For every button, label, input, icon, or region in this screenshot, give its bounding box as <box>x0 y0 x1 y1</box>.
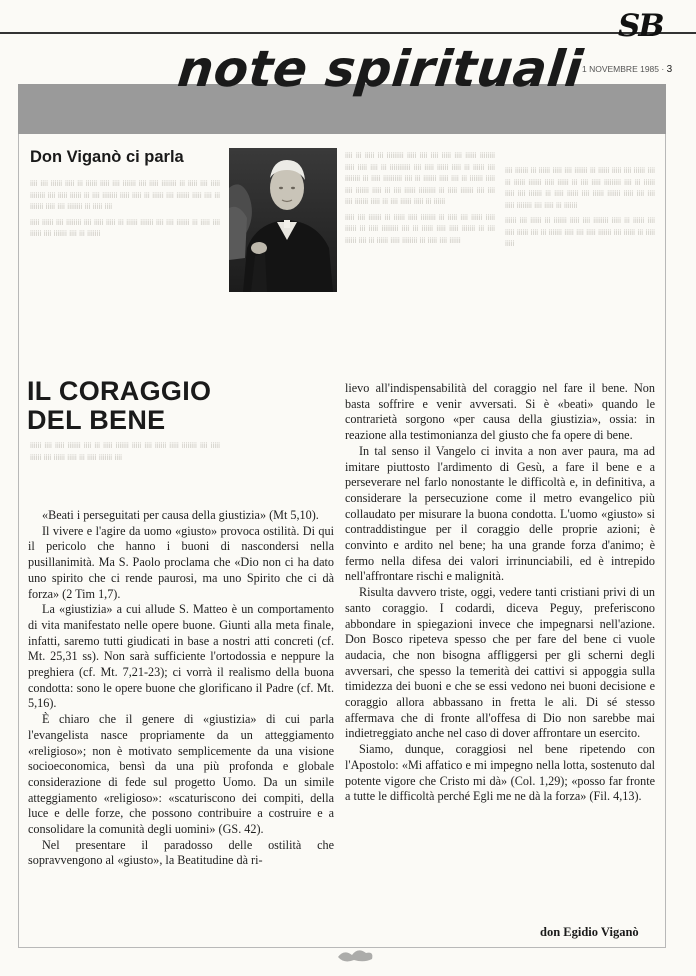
paragraph: Nel presentare il paradosso delle ostilità che sopravvengono al «giusto», la Beatitudine dà ri- <box>28 837 334 868</box>
paragraph: «Beati i perseguitati per causa della giustizia» (Mt 5,10). <box>42 508 319 522</box>
issue-date: 1 NOVEMBRE 1985 <box>582 64 660 74</box>
article-headline <box>27 377 211 435</box>
paragraph: Il vivere e l'agire da uomo «giusto» provoca ostilità. Di qui il pericolo che hanno i buoni di nascondersi nella pusillanimità. Ma S. Paolo proclama che «Dio non ci ha dato uno spirito che ci rende paurosi, ma uno Spirito che ci dà forza» (2 Tim 1,7). <box>28 523 334 601</box>
top-rule <box>0 32 696 34</box>
paragraph: Risulta davvero triste, oggi, vedere tanti cristiani privi di un santo coraggio. I codardi, diceva Peguy, preferiscono abbondare in spiegazioni invece che impegnarsi nell'azione. Don Bosco ripeteva spesso che per fare del bene ci vuole audacia, che non bisogna affliggersi per gli scherni degli avversari, che spesso la temerità dei cattivi si appoggia sulla timidezza dei buoni e che se essi vedono nei buoni decisione e coraggio allora abbassano in fretta le ali. Di sé stesso affermava che di fronte all'offesa di Dio non sarebbe mai indietreggiato anche nel caso di dover affrontare un esercito. <box>345 585 655 741</box>
bleed-through-texture-4: iiiiii iiii iiiii iiiiiii iiii iii iiiii iiiiiii iiiii iiii iiiiii iiiii iiiiiiii iiii iiiii iiiiii iiii iiiiii iiiii iii iiiii iiiiiii iiii <box>30 440 220 462</box>
portrait-photo <box>229 148 337 292</box>
portrait-photo-graphic <box>229 148 337 292</box>
paragraph: È chiaro che il genere di «giustizia» di cui parla l'evangelista nasce propriamente da un atteggiamento «religioso»; non è motivato semplicemente da una visione socioeconomica, bensì da una più profonda e globale considerazione di fede sul progetto Uomo. Da un simile atteggiamento «religioso»: «scaturiscono dei compiti, della luce e delle forze, che possono contribuire a costruire e a consolidare la comunità degli uomini» (GS. 42). <box>28 712 334 837</box>
page-number: 3 <box>666 64 673 75</box>
article-column-2 <box>345 381 655 805</box>
headline-line-2: DEL BENE <box>27 405 166 435</box>
paragraph: La «giustizia» a cui allude S. Matteo è un comportamento di vita manifestato nelle opere buone. Giunti alla meta finale, infatti, saremo tutti giudicati in base a nostri atti concreti (cf. Mt. 25,31 ss). Non sarà sufficiente l'ortodossia e neppure la preghiera (cf. Mt. 7,21-23); ci vorrà il realismo della buona condotta: sono le opere buone che glorificano il Padre (cf. Mt. 5,16). <box>28 602 334 711</box>
article-kicker: Don Viganò ci parla <box>30 148 184 166</box>
bleed-through-texture-3: iiii iiii iiiiii iiiii iii iiiiii iiiii iiii iiiiiii iiii iiiii iiiiiiii iii iiiii iiii iiiii iiiiiiii iiii iiiii iiiiii iii iiii iiiiiiii iiiii iiiii iii iiiiii iiii iiiiiii iiiii iiii iii iiiiiii iiiii iiii iiiiiiii iii iiiii iiii iiiii iiiiii iiii iiiiiiii iiii iiiii iiiii iii iiiiii iiiiiii iiii iiii iiiiiii iii iiiii iiii iiiiii iiii iiiiiii iiii iii iiiiiii <box>30 178 220 238</box>
magazine-logo: SB <box>618 8 663 44</box>
bleed-through-texture-2: iiii iiiiiii iii iiiiii iiiii iiii iiiiiii iii iiiiii iiiii iiii iiiiii iiii iii iiiiii iiiiiii iiiii iiiiii iii iiii iiiii iiiiiiiii iiii iii iiiiii iiiii iiii iiiiiii iii iiiii iiiiii iiii iiiiii iiiiiii iiiii iiii iiii iiiii iiiiiiii iiii iiiii iii iiiiiii iiiiii iiii iiiiii iii iiiiiii iiiii iiii iiiiiiii iiiii iii iiiiii iiii iiiii iiiiii iiii iii iiiiiii iiiii iiii iiiii iiiiiii iiii iiiiii iii iiiii iiiii <box>505 165 655 248</box>
section-title: note spirituali <box>174 40 586 98</box>
paragraph: Siamo, dunque, coraggiosi nel bene ripetendo con l'Apostolo: «Mi affatico e mi impegno nella lotta, sostenuto dal potente vigore che Cristo mi dà» (Col. 1,29); «posso far fronte a tutte le difficoltà perché Egli me ne dà la forza» (Fil. 4,13). <box>345 742 655 804</box>
paragraph: In tal senso il Vangelo ci invita a non aver paura, ma ad imitare piuttosto l'ardimento di Gesù, a fare il bene e a perseverare nel farlo nonostante le difficoltà e, in definitiva, a considerare la persecuzione come il metro evangelico più collaudato per misurare la buona condotta. L'uomo «giusto» si contraddistingue per il coraggio delle proprie azioni; è convinto e ardito nel bene; ha una grande forza d'animo; è fermo nella difesa dei valori irrinunciabili, ed è intrepido nell'affrontare rischi e malignità. <box>345 443 655 584</box>
author-signature: don Egidio Viganò <box>540 925 639 939</box>
bleed-through-texture: iiii iii iiiii iii iiiiiiiii iiiii iiii iiii iiiii iiii iiiiii iiiiiiii iiiii iiiii iiii iii iiiiiiiiiii iiii iiiii iiiiii iiiii iii iiiiii iiii iiiiiiii iii iiiii iiiiiiiiii iiii iii iiiiiii iiiii iiii iii iiiiiii iiiii iiii iiiiiii iiiii iii iiii iiiiii iiiiiiiii iii iiiii iiiiiii iiii iiii iiii iiiiiii iiiii iii iiii iiiiii iiiii iii iiiiii iiiii iiii iiiiiii iii iiiiii iiiii iiiiiiii iii iiiii iiii iiiiii iiiii iiiiii iii iiiii iiiiiiiii iiii iii iiiiii iiiii iiiii iiiiiii iii iiii iiiiii iiii iii iiiiii iiiii iiiiiiii iii iiiii iiii iiiiii <box>345 150 495 245</box>
headline-line-1: IL CORAGGIO <box>27 376 212 406</box>
paragraph: lievo all'indispensabilità del coraggio nel fare il bene. Non basta soffrire e venir avversati. Si è «beati» quando le contrarietà sorgono «per causa della giustizia», ossia: in reazione alla testimonianza del giusto che fa opere di bene. <box>345 381 655 443</box>
dateline: 1 NOVEMBRE 1985 · 3 <box>582 64 673 75</box>
ink-smudge <box>336 945 376 965</box>
article-column-1 <box>28 508 334 869</box>
